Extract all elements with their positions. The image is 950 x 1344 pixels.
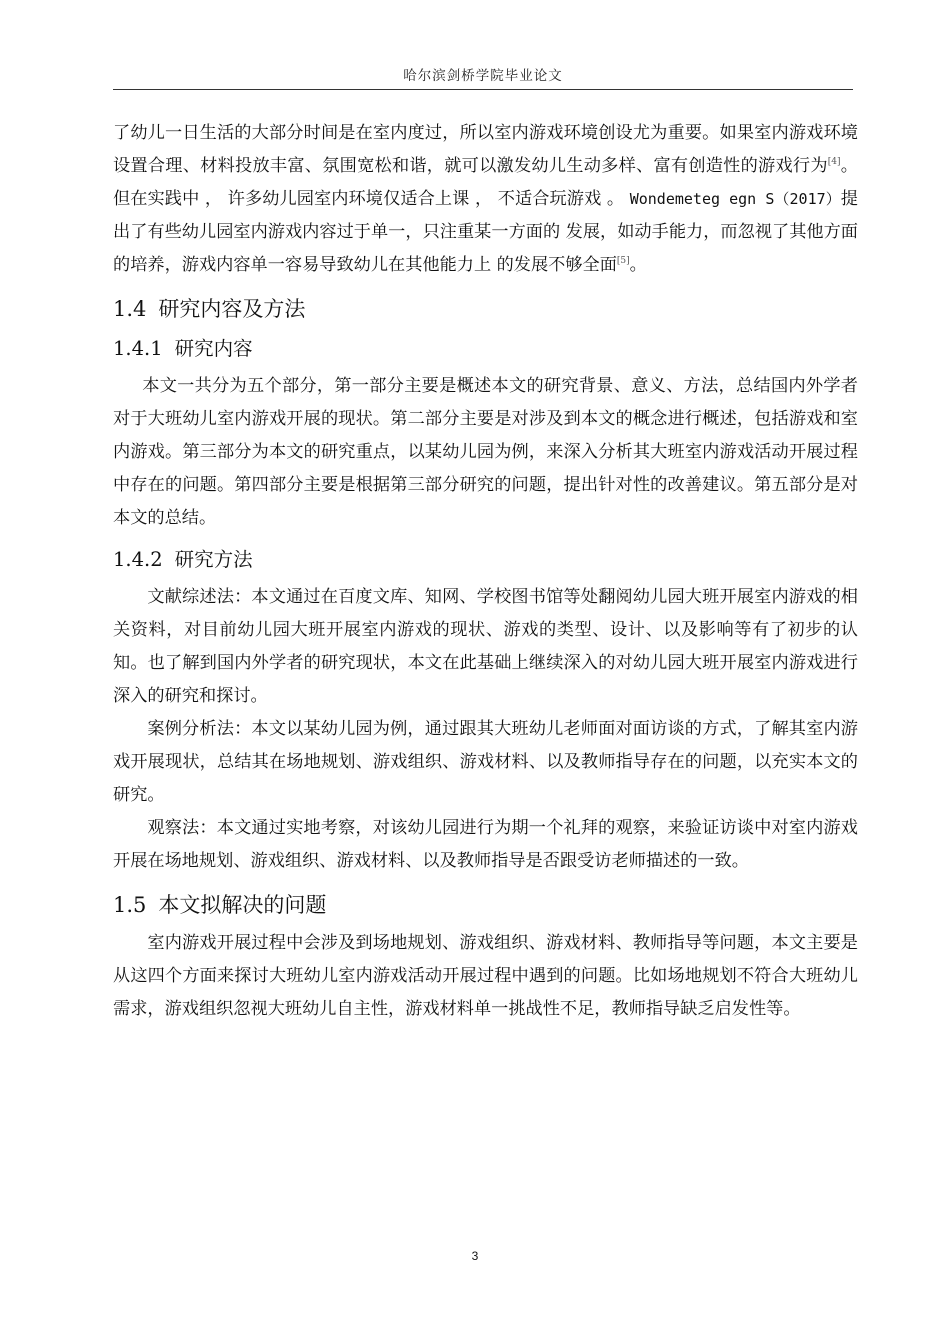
research-content-paragraph: 本文一共分为五个部分，第一部分主要是概述本文的研究背景、意义、方法，总结国内外学者对于大班幼儿室内游戏开展的现状。第二部分主要是对涉及到本文的概念进行概述，包括游戏和室内游戏。第三部分为本文的研究重点，以某幼儿园为例，来深入分析其大班室内游戏活动开展过程中存在的问题。第四部分主要是根据第三部分研究的问题，提出针对性的改善建议。第五部分是对本文的总结。	[113, 376, 858, 528]
method-observation: 观察法：本文通过实地考察，对该幼儿园进行为期一个礼拜的观察，来验证访谈中对室内游戏开展在场地规划、游戏组织、游戏材料、以及教师指导是否跟受访老师描述的一致。	[113, 818, 858, 871]
page-body	[113, 117, 858, 1026]
subsection-title: 研究内容	[174, 337, 253, 360]
section-heading-1-4	[113, 294, 858, 324]
citation-5: [5]	[616, 256, 630, 266]
section-heading-1-5	[113, 890, 858, 920]
citation-4: [4]	[827, 157, 841, 167]
cited-author: Wondemeteg egn S（2017）	[629, 190, 841, 208]
subsection-heading-1-4-1	[113, 334, 858, 364]
intro-text-3: 提出了有些幼儿园室内游戏内容过于单一，只注重某一方面的 发展，如动手能力，而忽视了其他方面的培养，游戏内容单一容易导致幼儿在其他能力上 的发展不够全面	[113, 189, 858, 275]
subsection-heading-1-4-2	[113, 545, 858, 575]
section-title: 研究内容及方法	[158, 297, 306, 321]
subsection-number: 1.4.1	[113, 337, 163, 360]
method-literature-review: 文献综述法：本文通过在百度文库、知网、学校图书馆等处翻阅幼儿园大班开展室内游戏的相关资料，对目前幼儿园大班开展室内游戏的现状、游戏的类型、设计、以及影响等有了初步的认知。也了解到国内外学者的研究现状，本文在此基础上继续深入的对幼儿园大班开展室内游戏进行深入的研究和探讨。	[113, 587, 858, 706]
intro-text-1: 了幼儿一日生活的大部分时间是在室内度过，所以室内游戏环境创设尤为重要。如果室内游戏环境设置合理、材料投放丰富、氛围宽松和谐，就可以激发幼儿生动多样、富有创造性的游戏行为	[113, 123, 858, 176]
method-case-analysis: 案例分析法：本文以某幼儿园为例，通过跟其大班幼儿老师面对面访谈的方式，了解其室内游戏开展现状，总结其在场地规划、游戏组织、游戏材料、以及教师指导存在的问题，以充实本文的研究。	[113, 719, 858, 805]
section-title: 本文拟解决的问题	[158, 893, 327, 917]
section-number: 1.5	[113, 893, 147, 917]
section-number: 1.4	[113, 297, 147, 321]
intro-text-2: 。但在实践中 ， 许多幼儿园室内环境仅适合上课 ， 不适合玩游戏 。	[113, 156, 858, 209]
intro-paragraph	[113, 117, 858, 282]
problems-paragraph: 室内游戏开展过程中会涉及到场地规划、游戏组织、游戏材料、教师指导等问题，本文主要是从这四个方面来探讨大班幼儿室内游戏活动开展过程中遇到的问题。比如场地规划不符合大班幼儿需求，游戏组织忽视大班幼儿自主性，游戏材料单一挑战性不足，教师指导缺乏启发性等。	[113, 933, 858, 1019]
running-header: 哈尔滨剑桥学院毕业论文	[403, 68, 563, 84]
page-number: 3	[471, 1249, 479, 1263]
subsection-number: 1.4.2	[113, 548, 163, 571]
header-divider	[113, 89, 853, 90]
intro-text-4: 。	[629, 255, 647, 275]
subsection-title: 研究方法	[174, 548, 253, 571]
